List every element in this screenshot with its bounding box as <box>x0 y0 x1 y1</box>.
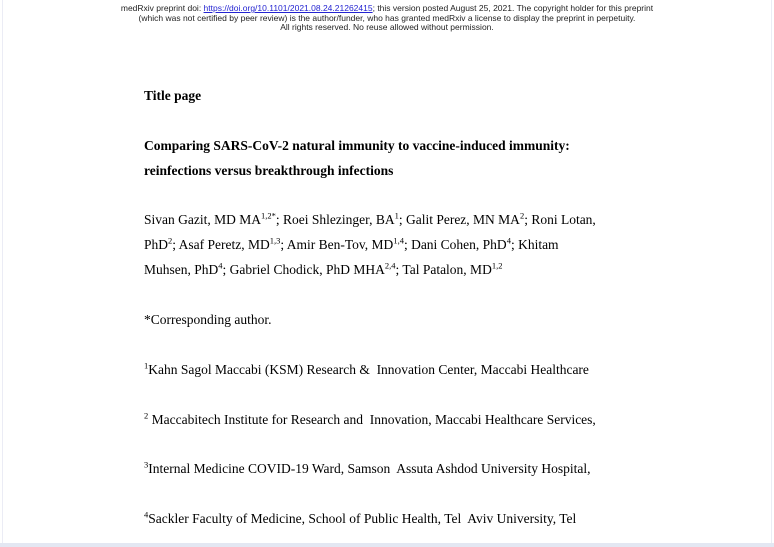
header-line-3: All rights reserved. No reuse allowed without permission. <box>280 22 494 32</box>
affiliation-superscript: 2 <box>519 210 525 221</box>
affiliation-4 <box>144 507 636 547</box>
header-line-2: (which was not certified by peer review) is the author/funder, who has granted medRxiv a license to display the preprint in perpetuity. <box>138 12 636 23</box>
author-list <box>144 208 636 283</box>
affiliation-superscript: 3 <box>144 459 149 470</box>
affiliation-superscript: 1,2* <box>261 210 276 221</box>
header-doi-prefix: medRxiv preprint doi: <box>120 3 204 13</box>
page-edge-left <box>2 0 3 547</box>
text-line: Muhsen, PhD$^4$; Gabriel Chodick, PhD MHA$^{2,4}$; Tal Patalon, MD$^{1,2}$ <box>144 260 503 278</box>
affiliation-1 <box>144 358 636 408</box>
affiliation-superscript: 1,4 <box>393 235 404 246</box>
page-edge-right <box>771 0 772 547</box>
affiliations <box>144 358 636 547</box>
text-line <box>144 432 636 457</box>
document-body <box>144 84 636 547</box>
text-line: Comparing SARS-CoV-2 natural immunity to vaccine-induced immunity: <box>144 137 570 153</box>
doi-link[interactable]: https://doi.org/10.1101/2021.08.24.21262415 <box>203 3 373 13</box>
affiliation-superscript: 1 <box>144 360 149 371</box>
affiliation-superscript: 4 <box>218 260 223 271</box>
text-line: PhD$^2$; Asaf Peretz, MD$^{1,3}$; Amir Ben-Tov, MD$^{1,4}$; Dani Cohen, PhD$^4$; Khitam <box>144 235 559 253</box>
affiliation-superscript: 1 <box>394 210 399 221</box>
affiliation-superscript: 1,3 <box>269 235 281 246</box>
text-line: $^1$Kahn Sagol Maccabi (KSM) Research & Innovation Center, Maccabi Healthcare <box>144 360 589 377</box>
affiliation-superscript: 2,4 <box>384 260 396 271</box>
corresponding-author-note: *Corresponding author. <box>144 312 272 328</box>
header-line1-suffix: ; this version posted August 25, 2021. The copyright holder for this preprint <box>372 3 654 13</box>
paper-title <box>144 134 636 184</box>
text-line: $^4$Sackler Faculty of Medicine, School of Public Health, Tel Aviv University, Tel <box>144 509 577 527</box>
affiliation-superscript: 1,2 <box>491 260 503 271</box>
affiliation-superscript: 4 <box>144 509 149 520</box>
text-line: reinfections versus breakthrough infections <box>144 162 394 178</box>
affiliation-superscript: 2 <box>168 235 173 246</box>
text-line: $^2$ Maccabitech Institute for Research and Innovation, Maccabi Healthcare Services, <box>144 410 596 427</box>
text-line: Sivan Gazit, MD $MA^{1,2*}$; Roei Shlezinger, $BA^1$; Galit Perez, MN $MA^2$; Roni Lotan, <box>144 210 596 228</box>
text-line: $^3$Internal Medicine COVID-19 Ward, Samson Assuta Ashdod University Hospital, <box>144 459 591 477</box>
text-line <box>144 383 636 408</box>
affiliation-3 <box>144 457 636 507</box>
section-heading: Title page <box>144 88 202 103</box>
affiliation-superscript: 4 <box>506 235 511 246</box>
viewport-bottom-edge <box>0 543 774 547</box>
affiliation-superscript: 2 <box>144 410 149 421</box>
affiliation-2 <box>144 408 636 458</box>
preprint-header-banner <box>0 4 774 33</box>
text-line <box>144 482 636 507</box>
